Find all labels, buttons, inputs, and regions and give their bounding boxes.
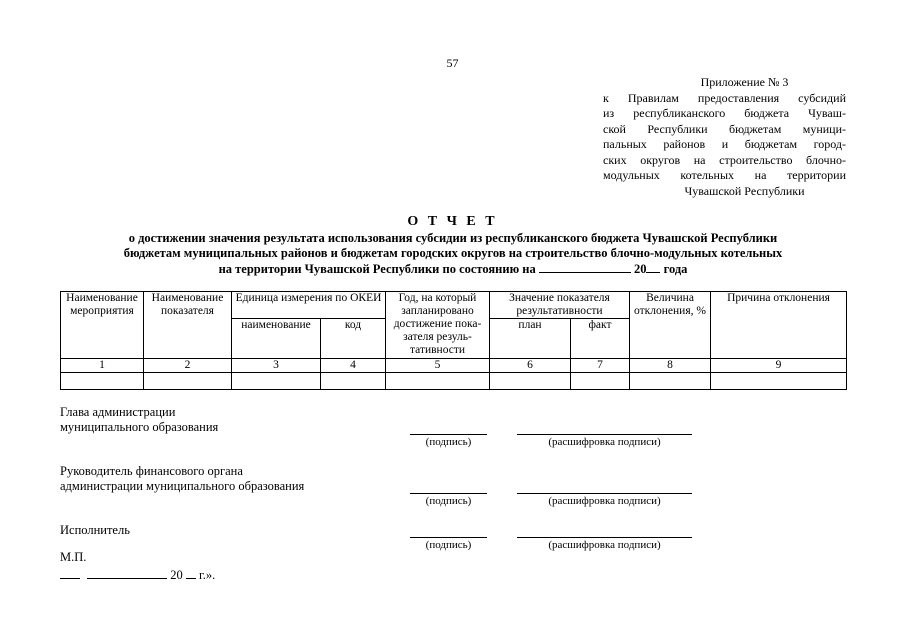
date-year: 20 (170, 568, 183, 582)
header-value: Значение показателя результативности (490, 292, 630, 319)
finance-label-line: администрации муниципального образования (60, 479, 305, 493)
subtitle-line: бюджетам муниципальных районов и бюджетам городских округов на строительство блочно-модульных котельных (123, 245, 783, 260)
subtitle-prefix: на территории Чувашской Республики по состоянию на (218, 262, 536, 276)
head-label-line: муниципального образования (60, 420, 219, 434)
header-deviation: Величина отклонения, % (630, 292, 711, 359)
column-number: 7 (571, 359, 630, 373)
finance-decode-line[interactable] (517, 493, 692, 494)
subtitle-year: 20 (633, 262, 647, 276)
subtitle-year-suffix: года (663, 262, 688, 276)
head-label (60, 405, 218, 435)
header-year: Год, на который запланировано достижение пока-зателя резуль-тативности (386, 292, 490, 359)
table-cell[interactable] (386, 373, 490, 390)
executor-signature-line[interactable] (410, 537, 487, 538)
subtitle-line: о достижении значения результата использования субсидии из республиканского бюджета Чувашской Республики (128, 231, 778, 245)
page-number: 57 (446, 56, 459, 70)
appendix-line: Чувашской Республики (684, 183, 805, 198)
executor-label: Исполнитель (60, 523, 130, 537)
column-number: 6 (490, 359, 571, 373)
head-signature-line[interactable] (410, 434, 487, 435)
head-decode-caption: (расшифровка подписи) (548, 436, 661, 448)
finance-label-line: Руководитель финансового органа (60, 464, 243, 478)
header-unit-code: код (321, 319, 386, 359)
table-cell[interactable] (630, 373, 711, 390)
column-number: 4 (321, 359, 386, 373)
finance-signature-line[interactable] (410, 493, 487, 494)
table-cell[interactable] (232, 373, 321, 390)
header-fact: факт (571, 319, 630, 359)
header-plan: план (490, 319, 571, 359)
report-table (60, 291, 847, 390)
head-decode-line[interactable] (517, 434, 692, 435)
appendix-line: из республиканского бюджета Чуваш- (603, 106, 846, 120)
stamp-label: М.П. (60, 550, 87, 564)
date-blank[interactable] (539, 260, 631, 273)
header-unit-name: наименование (232, 319, 321, 359)
head-label-line: Глава администрации (60, 405, 176, 419)
table-cell[interactable] (571, 373, 630, 390)
appendix-note (603, 75, 846, 199)
date-line (60, 566, 215, 583)
appendix-line: модульных котельных на территории (603, 168, 846, 182)
appendix-line: к Правилам предоставления субсидий (603, 90, 846, 105)
executor-decode-line[interactable] (517, 537, 692, 538)
month-blank[interactable] (87, 566, 167, 579)
table-cell[interactable] (711, 373, 847, 390)
table-cell[interactable] (321, 373, 386, 390)
header-indicator: Наименование показателя (144, 292, 232, 359)
column-number-row (61, 359, 847, 373)
column-number: 8 (630, 359, 711, 373)
report-title: О Т Ч Е Т (407, 214, 498, 229)
executor-sign-caption: (подпись) (425, 539, 472, 551)
appendix-line: ской Республики бюджетам муници- (603, 121, 846, 136)
appendix-title: Приложение № 3 (700, 75, 789, 89)
table-cell[interactable] (490, 373, 571, 390)
column-number: 2 (144, 359, 232, 373)
column-number: 9 (711, 359, 847, 373)
header-event: Наименование мероприятия (61, 292, 144, 359)
appendix-line: ских округов на строительство блочно- (603, 152, 846, 167)
table-cell[interactable] (61, 373, 144, 390)
appendix-line: пальных районов и бюджетам город- (603, 137, 846, 151)
column-number: 3 (232, 359, 321, 373)
finance-decode-caption: (расшифровка подписи) (548, 495, 661, 507)
executor-decode-caption: (расшифровка подписи) (548, 539, 661, 551)
finance-sign-caption: (подпись) (425, 495, 472, 507)
day-blank[interactable] (60, 566, 80, 579)
finance-label (60, 464, 304, 494)
head-sign-caption: (подпись) (425, 436, 472, 448)
date-suffix: г.». (199, 568, 216, 582)
header-unit: Единица измерения по ОКЕИ (232, 292, 386, 319)
table-row (61, 373, 847, 390)
column-number: 1 (61, 359, 144, 373)
header-reason: Причина отклонения (711, 292, 847, 359)
year-blank[interactable] (646, 260, 660, 273)
table-cell[interactable] (144, 373, 232, 390)
subtitle-line-last (60, 260, 846, 277)
date-year-blank[interactable] (186, 566, 196, 579)
column-number: 5 (386, 359, 490, 373)
report-subtitle (60, 231, 846, 277)
